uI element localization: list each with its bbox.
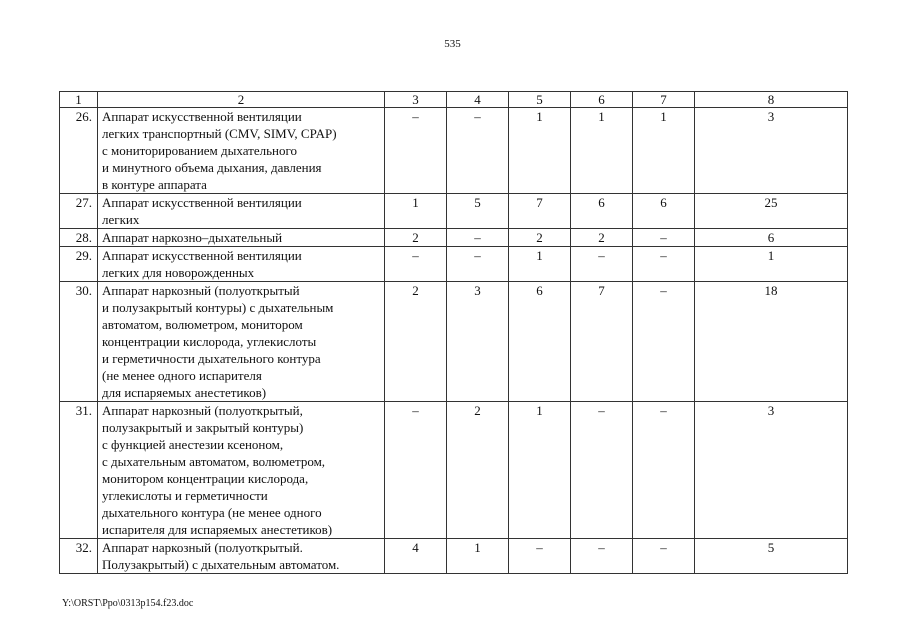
column-4-cell: – — [447, 108, 509, 194]
column-3-cell: 1 — [385, 194, 447, 229]
column-6-cell: 7 — [571, 282, 633, 402]
equipment-name-cell: Аппарат искусственной вентиляции легких для новорожденных — [98, 247, 385, 282]
total-cell: 25 — [695, 194, 848, 229]
header-cell: 6 — [571, 92, 633, 108]
table-row — [60, 194, 848, 229]
column-5-cell: 1 — [509, 108, 571, 194]
table-header-row — [60, 92, 848, 108]
total-cell: 6 — [695, 229, 848, 247]
header-cell: 3 — [385, 92, 447, 108]
table-row — [60, 229, 848, 247]
column-4-cell: – — [447, 247, 509, 282]
column-6-cell: 1 — [571, 108, 633, 194]
table-row — [60, 282, 848, 402]
table-row — [60, 539, 848, 574]
table-row — [60, 108, 848, 194]
column-7-cell: – — [633, 282, 695, 402]
page-number: 535 — [444, 38, 461, 50]
column-5-cell: 7 — [509, 194, 571, 229]
column-3-cell: 2 — [385, 229, 447, 247]
equipment-name-cell: Аппарат наркозно–дыхательный — [98, 229, 385, 247]
total-cell: 18 — [695, 282, 848, 402]
column-3-cell: – — [385, 247, 447, 282]
column-6-cell: – — [571, 402, 633, 539]
column-3-cell: 2 — [385, 282, 447, 402]
total-cell: 5 — [695, 539, 848, 574]
column-5-cell: 2 — [509, 229, 571, 247]
total-cell: 1 — [695, 247, 848, 282]
column-5-cell: 1 — [509, 402, 571, 539]
column-7-cell: – — [633, 247, 695, 282]
table-body — [60, 92, 848, 574]
column-6-cell: 2 — [571, 229, 633, 247]
row-number-cell: 31. — [60, 402, 98, 539]
row-number-cell: 28. — [60, 229, 98, 247]
column-4-cell: 5 — [447, 194, 509, 229]
column-7-cell: – — [633, 402, 695, 539]
total-cell: 3 — [695, 108, 848, 194]
header-cell: 4 — [447, 92, 509, 108]
column-7-cell: 6 — [633, 194, 695, 229]
row-number-cell: 30. — [60, 282, 98, 402]
column-7-cell: – — [633, 539, 695, 574]
column-5-cell: 1 — [509, 247, 571, 282]
column-3-cell: – — [385, 108, 447, 194]
header-cell: 1 — [60, 92, 98, 108]
column-4-cell: 2 — [447, 402, 509, 539]
row-number-cell: 26. — [60, 108, 98, 194]
table-row — [60, 402, 848, 539]
equipment-table — [59, 91, 848, 574]
header-cell: 5 — [509, 92, 571, 108]
column-4-cell: 1 — [447, 539, 509, 574]
column-3-cell: 4 — [385, 539, 447, 574]
header-cell: 2 — [98, 92, 385, 108]
header-cell: 8 — [695, 92, 848, 108]
column-4-cell: 3 — [447, 282, 509, 402]
header-cell: 7 — [633, 92, 695, 108]
row-number-cell: 32. — [60, 539, 98, 574]
equipment-name-cell: Аппарат наркозный (полуоткрытый, полузакрытый и закрытый контуры) с функцией анестезии ксеноном, с дыхательным автоматом, волюметром, монитором концентрации кислорода, углекислоты и герметичности дыхательного контура (не менее одного испарителя для испаряемых анестетиков) — [98, 402, 385, 539]
row-number-cell: 29. — [60, 247, 98, 282]
equipment-name-cell: Аппарат наркозный (полуоткрытый. Полузакрытый) с дыхательным автоматом. — [98, 539, 385, 574]
column-6-cell: – — [571, 247, 633, 282]
column-3-cell: – — [385, 402, 447, 539]
column-5-cell: 6 — [509, 282, 571, 402]
column-7-cell: – — [633, 229, 695, 247]
footer-file-path: Y:\ORST\Ppo\0313p154.f23.doc — [62, 598, 194, 609]
table-row — [60, 247, 848, 282]
equipment-name-cell: Аппарат наркозный (полуоткрытый и полузакрытый контуры) с дыхательным автоматом, волюметром, монитором концентрации кислорода, углекислоты и герметичности дыхательного контура (не менее одного испарителя для испаряемых анестетиков) — [98, 282, 385, 402]
column-4-cell: – — [447, 229, 509, 247]
column-7-cell: 1 — [633, 108, 695, 194]
total-cell: 3 — [695, 402, 848, 539]
column-5-cell: – — [509, 539, 571, 574]
equipment-name-cell: Аппарат искусственной вентиляции легких транспортный (CMV, SIMV, CPAP) с мониторированием дыхательного и минутного объема дыхания, давления в контуре аппарата — [98, 108, 385, 194]
equipment-name-cell: Аппарат искусственной вентиляции легких — [98, 194, 385, 229]
row-number-cell: 27. — [60, 194, 98, 229]
column-6-cell: – — [571, 539, 633, 574]
column-6-cell: 6 — [571, 194, 633, 229]
